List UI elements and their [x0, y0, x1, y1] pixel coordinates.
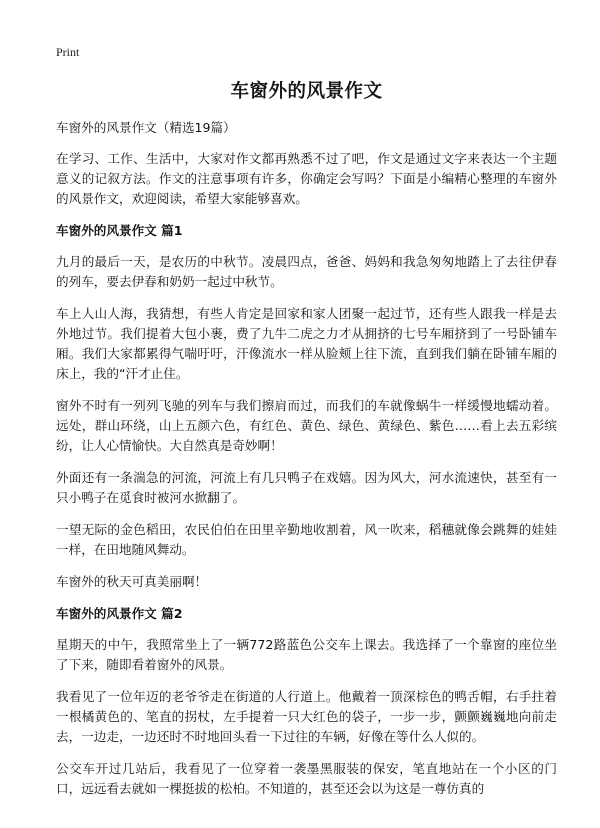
subtitle: 车窗外的风景作文（精选19篇） — [56, 120, 236, 135]
section-2 — [56, 604, 557, 799]
section-heading: 车窗外的风景作文 篇1 — [56, 223, 183, 238]
paragraph: 星期天的中午，我照常坐上了一辆772路蓝色公交车上课去。我选择了一个靠窗的座位坐了下来，随即看着窗外的风景。 — [56, 637, 557, 672]
paragraph: 公交车开过几站后，我看见了一位穿着一袭墨黑服装的保安，笔直地站在一个小区的门口，远远看去就如一棵挺拔的松柏。不知道的，甚至还会以为这是一尊仿真的 — [56, 761, 557, 796]
section-heading: 车窗外的风景作文 篇2 — [56, 606, 183, 621]
paragraph: 车窗外的秋天可真美丽啊！ — [56, 574, 208, 589]
print-link[interactable]: Print — [56, 45, 80, 59]
paragraph: 我看见了一位年迈的老爷爷走在街道的人行道上。他戴着一顶深棕色的鸭舌帽，右手拄着一根橘黄色的、笔直的拐杖，左手提着一只大红色的袋子，一步一步，颤颤巍巍地向前走去，一边走，一边还时不时地回头看一下过往的车辆，好像在等什么人似的。 — [56, 689, 557, 744]
intro-paragraph: 在学习、工作、生活中，大家对作文都再熟悉不过了吧，作文是通过文字来表达一个主题意义的记叙方法。作文的注意事项有许多，你确定会写吗？下面是小编精心整理的车窗外的风景作文，欢迎阅读，希望大家能够喜欢。 — [56, 151, 557, 206]
paragraph: 一望无际的金色稻田，农民伯伯在田里辛勤地收割着，风一吹来，稻穗就像会跳舞的娃娃一样，在田地随风舞动。 — [56, 522, 557, 557]
page-title: 车窗外的风景作文 — [230, 81, 383, 102]
paragraph: 外面还有一条湍急的河流，河流上有几只鸭子在戏嬉。因为风大，河水流速快，甚至有一只小鸭子在觅食时被河水掀翻了。 — [56, 470, 557, 505]
paragraph: 窗外不时有一列列飞驰的列车与我们擦肩而过，而我们的车就像蜗牛一样缓慢地蠕动着。远处，群山环绕，山上五颜六色，有红色、黄色、绿色、黄绿色、紫色……看上去五彩缤纷，让人心情愉快。大自然真是奇妙啊！ — [56, 398, 557, 453]
paragraph: 车上人山人海，我猜想，有些人肯定是回家和家人团聚一起过节，还有些人跟我一样是去外地过节。我们提着大包小裹，费了九牛二虎之力才从拥挤的七号车厢挤到了一号卧铺车厢。我们大家都累得气喘吁吁，汗像流水一样从脸颊上往下流，直到我们躺在卧铺车厢的床上，我的“汗才止住。 — [56, 306, 557, 381]
paragraph: 九月的最后一天，是农历的中秋节。凌晨四点，爸爸、妈妈和我急匆匆地踏上了去往伊春的列车，要去伊春和奶奶一起过中秋节。 — [56, 254, 557, 289]
section-1 — [56, 221, 557, 592]
